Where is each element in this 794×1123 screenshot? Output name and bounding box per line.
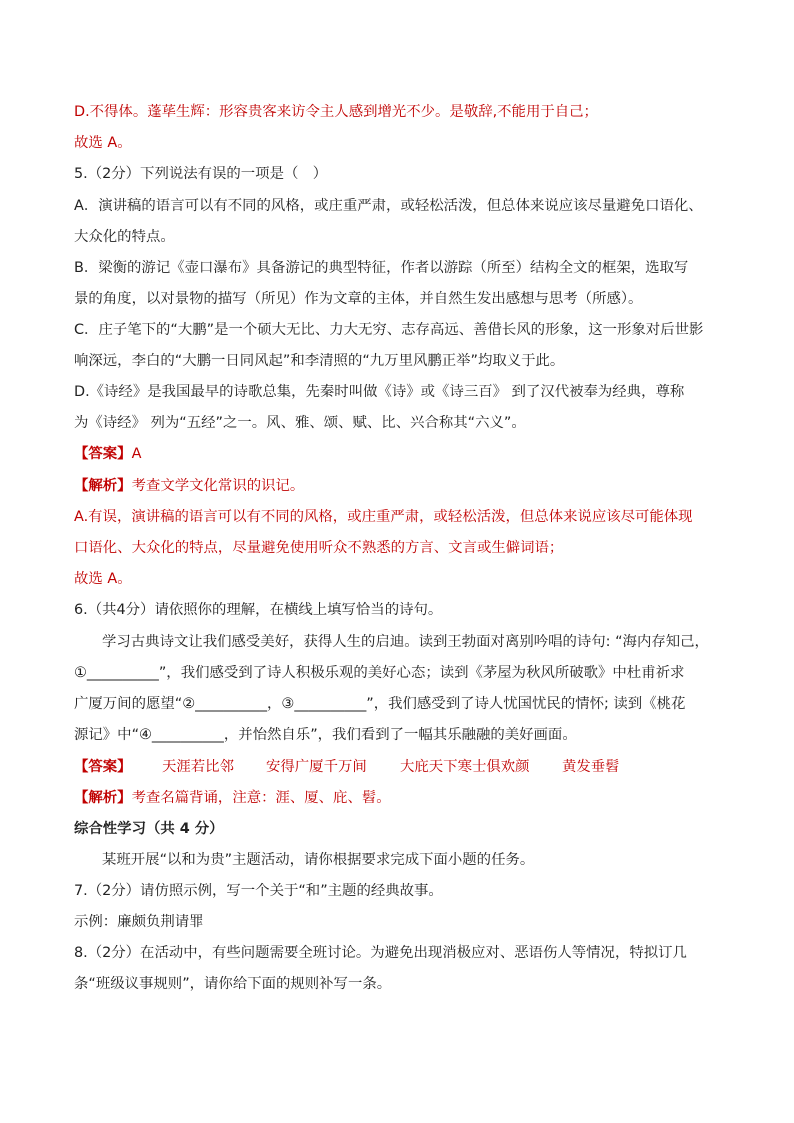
q6-paragraph-line: 源记》中“④__________，并怡然自乐”，我们看到了一幅其乐融融的美好画面。 — [74, 727, 577, 743]
q6-paragraph-line: 学习古典诗文让我们感受美好，获得人生的启迪。读到王勃面对离别吟唱的诗句: “海内存知己， — [102, 634, 709, 650]
prev-answer-conclusion: 故选 A。 — [74, 135, 132, 151]
q8-stem-cont: 条“班级议事规则”，请你给下面的规则补写一条。 — [74, 976, 392, 992]
analysis-text: 考查名篇背诵，注意：涯、厦、庇、髫。 — [131, 790, 391, 806]
answer-blank-3: 大庇天下寒士俱欢颜 — [400, 759, 530, 775]
q6-answer-row — [74, 757, 724, 777]
answer-label: 【答案】 — [74, 446, 132, 462]
q6-paragraph-line: ①__________”，我们感受到了诗人积极乐观的美好心态；读到《茅屋为秋风所破歌》中杜甫祈求 — [74, 665, 685, 681]
analysis-label: 【解析】 — [74, 790, 132, 806]
answer-blank-2: 安得广厦千万间 — [266, 759, 367, 775]
prev-answer-line: D.不得体。蓬荜生辉：形容贵客来访令主人感到增光不少。是敬辞,不能用于自己； — [74, 104, 598, 120]
q8-stem: 8.（2分）在活动中，有些问题需要全班讨论。为避免出现消极应对、恶语伤人等情况，特拟订几 — [74, 945, 687, 961]
q5-analysis — [74, 476, 724, 496]
q5-option-d: D.《诗经》是我国最早的诗歌总集，先秦时叫做《诗》或《诗三百》 到了汉代被奉为经典，尊称 — [74, 384, 685, 400]
q6-stem: 6.（共4分）请依照你的理解，在横线上填写恰当的诗句。 — [74, 602, 443, 618]
analysis-label: 【解析】 — [74, 478, 132, 494]
q5-option-a-cont: 大众化的特点。 — [74, 229, 175, 245]
q5-option-c-cont: 响深远，李白的“大鹏一日同风起”和李清照的“九万里风鹏正举”均取义于此。 — [74, 353, 565, 369]
section-title: 综合性学习（共 4 分） — [74, 821, 224, 837]
section-intro: 某班开展“以和为贵”主题活动，请你根据要求完成下面小题的任务。 — [102, 852, 535, 868]
q5-option-d-cont: 为《诗经》 列为“五经”之一。风、雅、颂、赋、比、兴合称其“六义”。 — [74, 415, 526, 431]
q5-option-b-cont: 景的角度，以对景物的描写（所见）作为文章的主体，并自然生发出感想与思考（所感）。 — [74, 291, 643, 307]
q7-stem: 7.（2分）请仿照示例，写一个关于“和”主题的经典故事。 — [74, 883, 443, 899]
q5-conclusion: 故选 A。 — [74, 571, 132, 587]
q5-option-c: C．庄子笔下的“大鹏”是一个硕大无比、力大无穷、志存高远、善借长风的形象，这一形象对后世影 — [74, 322, 704, 338]
q7-example: 示例：廉颇负荆请罪 — [74, 914, 204, 930]
analysis-text: 考查文学文化常识的识记。 — [131, 478, 305, 494]
answer-value: A — [131, 446, 142, 462]
q5-explanation: A.有误，演讲稿的语言可以有不同的风格，或庄重严肃，或轻松活泼，但总体来说应该尽可能体现 — [74, 509, 693, 525]
q5-option-a: A．演讲稿的语言可以有不同的风格，或庄重严肃，或轻松活泼，但总体来说应该尽量避免口语化、 — [74, 198, 703, 214]
q6-paragraph-line: 广厦万间的愿望“②__________，③__________”，我们感受到了诗人忧国忧民的情怀; 读到《桃花 — [74, 696, 686, 712]
q5-stem: 5.（2分）下列说法有误的一项是（ ） — [74, 166, 328, 182]
q5-option-b: B．梁衡的游记《壶口瀑布》具备游记的典型特征，作者以游踪（所至）结构全文的框架，选取写 — [74, 260, 689, 276]
answer-blank-4: 黄发垂髫 — [562, 759, 620, 775]
answer-label: 【答案】 — [74, 759, 132, 775]
answer-blank-1: 天涯若比邻 — [162, 759, 234, 775]
q6-analysis — [74, 788, 724, 808]
q5-explanation-cont: 口语化、大众化的特点，尽量避免使用听众不熟悉的方言、文言或生僻词语； — [74, 540, 564, 556]
q5-answer — [74, 444, 724, 464]
